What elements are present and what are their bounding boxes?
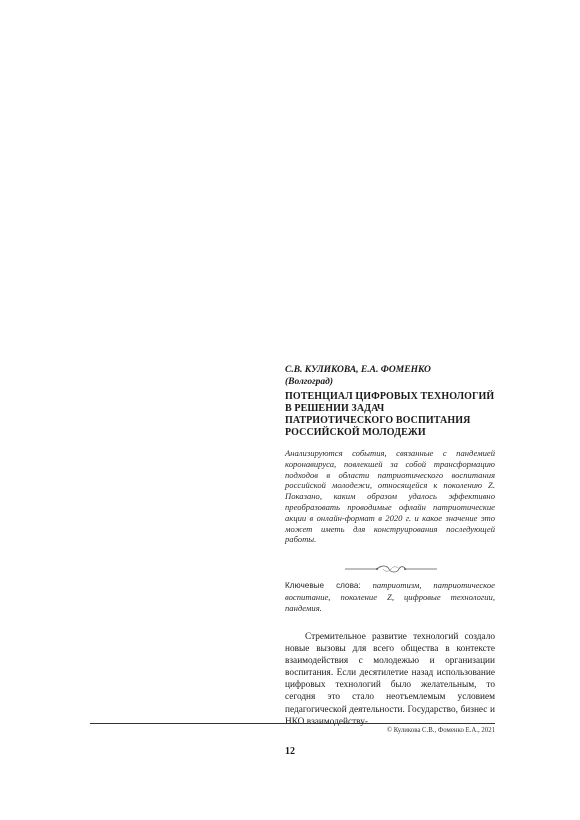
article-title: ПОТЕНЦИАЛ ЦИФРОВЫХ ТЕХНОЛОГИЙ В РЕШЕНИИ ЗАДАЧ ПАТРИОТИЧЕСКОГО ВОСПИТАНИЯ РОССИЙСКОЙ МОЛОДЕЖИ <box>285 391 495 438</box>
body-paragraph: Стремительное развитие технологий создало новые вызовы для всего общества в контексте взаимодействия с молодежью и организации воспитания. Если десятилетие назад использование цифровых технологий было желательным, то сегодня это стало неотъемлемым условием педагогической деятельности. Государство, бизнес и НКО взаимодейству- <box>285 632 495 727</box>
author-city: (Волгоград) <box>285 377 334 387</box>
copyright-note: © Куликова С.В., Фоменко Е.А., 2021 <box>386 727 495 734</box>
author-names: С.В. КУЛИКОВА, Е.А. ФОМЕНКО <box>285 365 431 375</box>
abstract: Анализируются события, связанные с пандемией коронавируса, повлекшей за собой трансформацию подходов в области патриотического воспитания российской молодежи, относящейся к поколению Z. Показано, каким образом удалось эффективно преобразовать проводимые офлайн патриотические акции в онлайн-формат в 2020 г. и какое значение это может иметь для конструирования последующей работы. <box>285 448 495 545</box>
footnote-rule <box>90 723 495 724</box>
authors-block <box>285 364 495 388</box>
keywords-text: патриотизм, патриотическое воспитание, поколение Z, цифровые технологии, пандемия. <box>285 580 495 613</box>
keywords <box>285 580 495 613</box>
page-number: 12 <box>285 746 295 757</box>
ornament-divider-icon <box>343 564 439 574</box>
keywords-label: Ключевые слова: <box>285 581 361 590</box>
